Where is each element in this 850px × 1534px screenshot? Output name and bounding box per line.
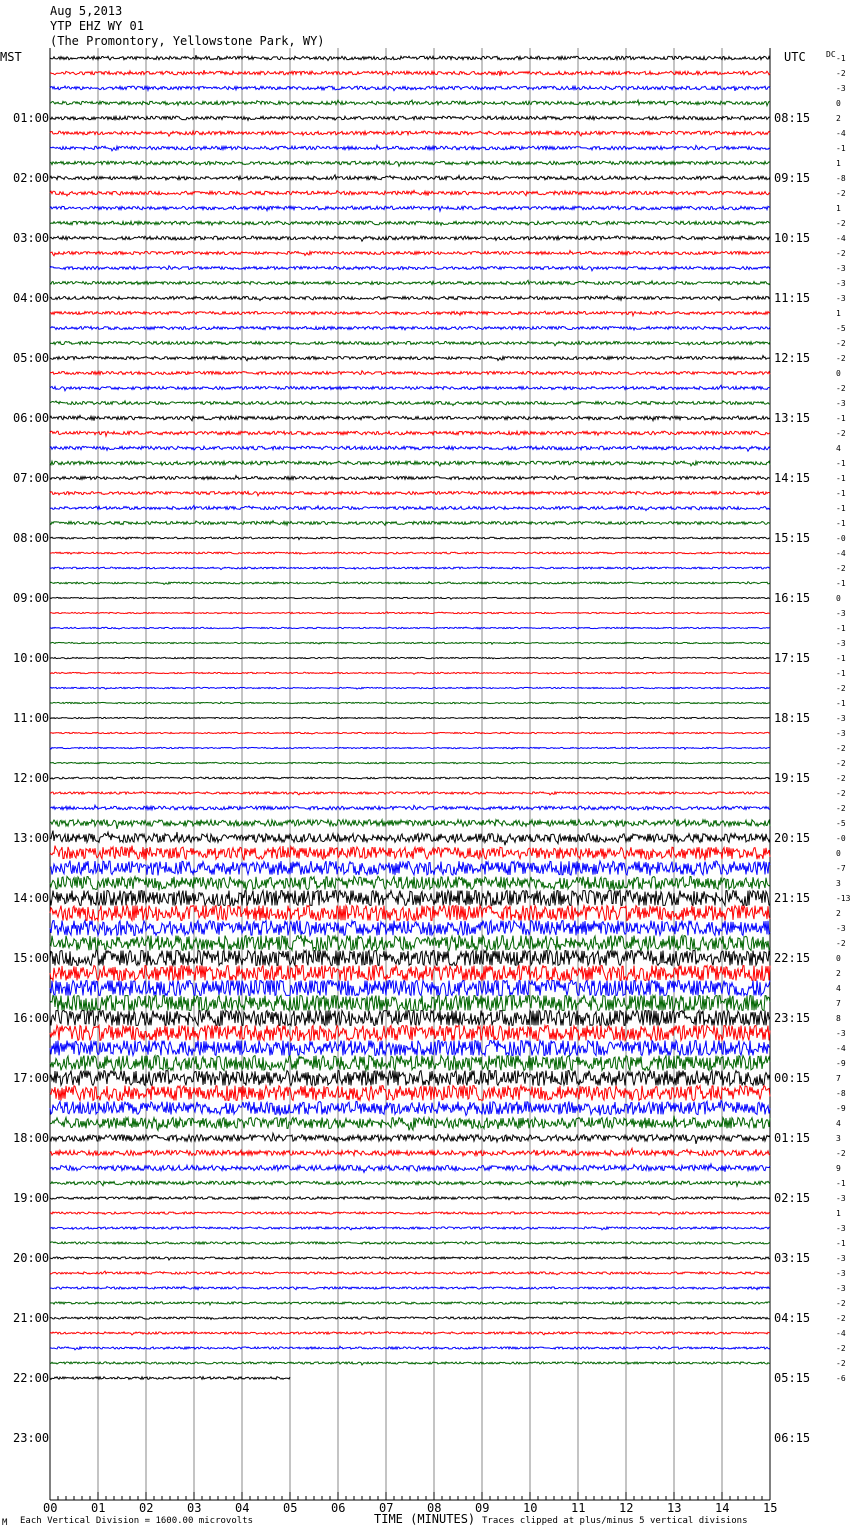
left-hour-label: 14:00	[13, 891, 50, 905]
dc-offset-label: -3	[836, 1269, 846, 1278]
seismic-trace	[50, 461, 770, 466]
dc-offset-label: -2	[836, 1299, 846, 1308]
seismic-trace	[50, 1302, 770, 1305]
dc-offset-label: -2	[836, 684, 846, 693]
seismic-trace	[50, 1133, 770, 1144]
right-hour-label: 00:15	[774, 1071, 811, 1085]
dc-offset-label: -5	[836, 324, 846, 333]
seismic-trace	[50, 446, 770, 451]
x-tick-label: 01	[91, 1501, 106, 1515]
x-tick-label: 04	[235, 1501, 250, 1515]
dc-offset-label: -1	[836, 474, 846, 483]
dc-offset-label: -1	[836, 669, 846, 678]
right-hour-label: 08:15	[774, 111, 811, 125]
left-hour-label: 02:00	[13, 171, 50, 185]
seismic-trace	[50, 221, 770, 225]
x-tick-label: 12	[619, 1501, 634, 1515]
right-hour-label: 19:15	[774, 771, 811, 785]
dc-offset-label: -4	[836, 1044, 846, 1053]
x-tick-label: 07	[379, 1501, 394, 1515]
seismic-trace	[50, 356, 770, 361]
right-hour-label: 14:15	[774, 471, 811, 485]
dc-offset-label: -7	[836, 864, 846, 873]
seismic-trace	[50, 505, 770, 510]
seismic-trace	[50, 100, 770, 106]
dc-offset-label: -0	[836, 534, 846, 543]
dc-offset-label: -2	[836, 189, 846, 198]
seismic-trace	[50, 521, 770, 526]
seismic-trace	[50, 1362, 770, 1365]
seismic-trace	[50, 190, 770, 196]
dc-offset-label: -4	[836, 549, 846, 558]
dc-offset-label: 9	[836, 1164, 841, 1173]
dc-offset-label: -2	[836, 1344, 846, 1353]
dc-offset-label: -3	[836, 279, 846, 288]
seismic-trace	[50, 1086, 770, 1101]
seismic-trace	[50, 612, 770, 614]
seismic-trace	[50, 1101, 770, 1116]
seismic-trace	[50, 1181, 770, 1186]
dc-offset-label: -1	[836, 624, 846, 633]
seismic-trace	[50, 1164, 770, 1172]
seismic-trace	[50, 846, 770, 861]
seismic-trace	[50, 657, 770, 659]
dc-offset-label: -2	[836, 339, 846, 348]
dc-offset-label: -1	[836, 579, 846, 588]
seismic-trace	[50, 1271, 770, 1275]
left-hour-label: 15:00	[13, 951, 50, 965]
seismic-trace	[50, 55, 770, 60]
header-location: (The Promontory, Yellowstone Park, WY)	[50, 34, 325, 48]
seismic-trace	[50, 1377, 290, 1380]
left-hour-label: 22:00	[13, 1371, 50, 1385]
dc-offset-label: -3	[836, 1284, 846, 1293]
seismic-trace	[50, 1056, 770, 1071]
x-tick-label: 09	[475, 1501, 490, 1515]
dc-offset-label: -2	[836, 354, 846, 363]
right-hour-label: 20:15	[774, 831, 811, 845]
x-tick-label: 05	[283, 1501, 298, 1515]
dc-offset-label: -1	[836, 699, 846, 708]
dc-offset-label: -1	[836, 654, 846, 663]
seismic-trace	[50, 161, 770, 166]
dc-offset-label: -1	[836, 504, 846, 513]
seismic-trace	[50, 567, 770, 570]
left-hour-label: 17:00	[13, 1071, 50, 1085]
seismic-trace	[50, 642, 770, 644]
footer-mark: M	[2, 1518, 8, 1528]
dc-offset-label: 3	[836, 879, 841, 888]
dc-offset-label: -2	[836, 804, 846, 813]
dc-offset-label: 2	[836, 114, 841, 123]
seismic-trace	[50, 597, 770, 599]
dc-offset-label: -3	[836, 264, 846, 273]
left-hour-label: 03:00	[13, 231, 50, 245]
dc-offset-label: 4	[836, 984, 841, 993]
seismic-trace	[50, 296, 770, 301]
dc-offset-label: -2	[836, 429, 846, 438]
dc-offset-label: -2	[836, 249, 846, 258]
dc-offset-label: 4	[836, 444, 841, 453]
seismic-trace	[50, 1011, 770, 1026]
dc-offset-label: 2	[836, 909, 841, 918]
dc-offset-label: -2	[836, 1314, 846, 1323]
right-hour-label: 09:15	[774, 171, 811, 185]
seismic-trace	[50, 1317, 770, 1320]
seismic-trace	[50, 280, 770, 284]
seismic-trace	[50, 206, 770, 211]
seismic-trace	[50, 582, 770, 585]
scale-note: Each Vertical Division = 1600.00 microvolts	[20, 1516, 253, 1526]
seismic-trace	[50, 981, 770, 996]
seismic-trace	[50, 492, 770, 496]
dc-offset-label: -1	[836, 519, 846, 528]
seismic-trace	[50, 732, 770, 734]
dc-offset-label: 3	[836, 1134, 841, 1143]
left-hour-label: 01:00	[13, 111, 50, 125]
seismic-trace	[50, 552, 770, 554]
dc-offset-label: -2	[836, 384, 846, 393]
seismic-trace	[50, 1026, 770, 1041]
dc-offset-label: -3	[836, 84, 846, 93]
x-tick-label: 11	[571, 1501, 586, 1515]
dc-offset-label: -3	[836, 1254, 846, 1263]
dc-offset-label: -9	[836, 1104, 846, 1113]
seismic-trace	[50, 805, 770, 810]
dc-offset-label: -1	[836, 489, 846, 498]
seismic-trace	[50, 371, 770, 375]
seismic-trace	[50, 385, 770, 391]
header-station: YTP EHZ WY 01	[50, 19, 144, 33]
dc-offset-label: 1	[836, 159, 841, 168]
clip-note: Traces clipped at plus/minus 5 vertical divisions	[482, 1516, 748, 1526]
seismic-trace	[50, 762, 770, 764]
dc-offset-label: -3	[836, 609, 846, 618]
dc-offset-label: -3	[836, 729, 846, 738]
seismic-trace	[50, 717, 770, 719]
right-hour-label: 10:15	[774, 231, 811, 245]
seismic-trace	[50, 1041, 770, 1056]
left-hour-label: 04:00	[13, 291, 50, 305]
right-hour-label: 06:15	[774, 1431, 811, 1445]
dc-offset-label: -1	[836, 1239, 846, 1248]
dc-label: DC	[826, 50, 836, 59]
dc-offset-label: 0	[836, 849, 841, 858]
dc-offset-label: -1	[836, 1179, 846, 1188]
dc-offset-label: -0	[836, 834, 846, 843]
dc-offset-label: -3	[836, 1029, 846, 1038]
seismic-trace	[50, 996, 770, 1011]
seismic-trace	[50, 876, 770, 890]
seismic-trace	[50, 951, 770, 966]
right-hour-label: 22:15	[774, 951, 811, 965]
dc-offset-label: 4	[836, 1119, 841, 1128]
dc-offset-label: -2	[836, 564, 846, 573]
dc-offset-label: -4	[836, 234, 846, 243]
seismic-trace	[50, 537, 770, 540]
left-axis-label: MST	[0, 50, 22, 64]
seismic-trace	[50, 792, 770, 795]
seismic-trace	[50, 145, 770, 151]
right-hour-label: 13:15	[774, 411, 811, 425]
dc-offset-label: 2	[836, 969, 841, 978]
dc-offset-label: -4	[836, 129, 846, 138]
seismic-trace	[50, 311, 770, 316]
dc-offset-label: 7	[836, 999, 841, 1008]
seismic-trace	[50, 1227, 770, 1230]
seismic-trace	[50, 820, 770, 829]
dc-offset-label: -5	[836, 819, 846, 828]
seismic-trace	[50, 747, 770, 749]
dc-offset-label: -3	[836, 1194, 846, 1203]
x-tick-label: 10	[523, 1501, 538, 1515]
left-hour-label: 13:00	[13, 831, 50, 845]
left-hour-label: 11:00	[13, 711, 50, 725]
seismic-trace	[50, 415, 770, 420]
x-tick-label: 06	[331, 1501, 346, 1515]
dc-offset-label: -3	[836, 399, 846, 408]
seismic-trace	[50, 116, 770, 120]
right-hour-label: 23:15	[774, 1011, 811, 1025]
x-axis-title: TIME (MINUTES)	[374, 1512, 476, 1526]
seismic-trace	[50, 861, 770, 876]
x-tick-label: 02	[139, 1501, 154, 1515]
dc-offset-label: 8	[836, 1014, 841, 1023]
dc-offset-label: -2	[836, 1149, 846, 1158]
seismic-trace	[50, 476, 770, 480]
dc-offset-label: -8	[836, 174, 846, 183]
left-hour-label: 06:00	[13, 411, 50, 425]
seismic-trace	[50, 777, 770, 780]
dc-offset-label: -2	[836, 759, 846, 768]
seismic-trace	[50, 236, 770, 241]
x-tick-label: 03	[187, 1501, 202, 1515]
seismic-trace	[50, 936, 770, 951]
right-hour-label: 18:15	[774, 711, 811, 725]
seismic-trace	[50, 687, 770, 689]
seismic-trace	[50, 70, 770, 76]
left-hour-label: 16:00	[13, 1011, 50, 1025]
dc-offset-label: -1	[836, 144, 846, 153]
dc-offset-label: -6	[836, 1374, 846, 1383]
seismic-trace	[50, 1346, 770, 1350]
right-hour-label: 11:15	[774, 291, 811, 305]
seismic-trace	[50, 251, 770, 256]
seismic-trace	[50, 1148, 770, 1155]
dc-offset-label: -4	[836, 1329, 846, 1338]
left-hour-label: 19:00	[13, 1191, 50, 1205]
header-date: Aug 5,2013	[50, 4, 123, 18]
seismic-trace	[50, 966, 770, 981]
seismic-trace	[50, 1116, 770, 1131]
dc-offset-label: -2	[836, 789, 846, 798]
dc-offset-label: -2	[836, 1359, 846, 1368]
dc-offset-label: 1	[836, 1209, 841, 1218]
dc-offset-label: -2	[836, 939, 846, 948]
left-hour-label: 12:00	[13, 771, 50, 785]
right-hour-label: 21:15	[774, 891, 811, 905]
dc-offset-label: -1	[836, 54, 846, 63]
seismic-trace	[50, 1212, 770, 1215]
dc-offset-label: -2	[836, 774, 846, 783]
seismic-trace	[50, 1071, 770, 1086]
seismic-trace	[50, 86, 770, 91]
dc-offset-label: -3	[836, 1224, 846, 1233]
dc-offset-label: -2	[836, 219, 846, 228]
dc-offset-label: -8	[836, 1089, 846, 1098]
seismic-trace	[50, 1241, 770, 1244]
right-axis-label: UTC	[784, 50, 806, 64]
dc-offset-label: 0	[836, 99, 841, 108]
seismic-trace	[50, 672, 770, 674]
right-hour-label: 16:15	[774, 591, 811, 605]
dc-offset-label: 1	[836, 204, 841, 213]
right-hour-label: 05:15	[774, 1371, 811, 1385]
dc-offset-label: -3	[836, 924, 846, 933]
dc-offset-label: -3	[836, 639, 846, 648]
x-tick-label: 00	[43, 1501, 58, 1515]
left-hour-label: 10:00	[13, 651, 50, 665]
left-hour-label: 05:00	[13, 351, 50, 365]
seismic-trace	[50, 266, 770, 271]
seismic-trace	[50, 921, 770, 936]
left-hour-label: 08:00	[13, 531, 50, 545]
right-hour-label: 04:15	[774, 1311, 811, 1325]
right-hour-label: 02:15	[774, 1191, 811, 1205]
right-hour-label: 01:15	[774, 1131, 811, 1145]
x-tick-label: 13	[667, 1501, 682, 1515]
left-hour-label: 07:00	[13, 471, 50, 485]
dc-offset-label: 0	[836, 954, 841, 963]
left-hour-label: 21:00	[13, 1311, 50, 1325]
x-tick-label: 08	[427, 1501, 442, 1515]
seismic-trace	[50, 891, 770, 906]
dc-offset-label: -2	[836, 69, 846, 78]
left-hour-label: 23:00	[13, 1431, 50, 1445]
dc-offset-label: -9	[836, 1059, 846, 1068]
seismic-trace	[50, 175, 770, 180]
dc-offset-label: -2	[836, 744, 846, 753]
seismic-trace	[50, 1257, 770, 1260]
seismic-trace	[50, 1286, 770, 1289]
dc-offset-label: 1	[836, 309, 841, 318]
dc-offset-label: -3	[836, 294, 846, 303]
dc-offset-label: -1	[836, 414, 846, 423]
dc-offset-label: -3	[836, 714, 846, 723]
seismic-trace	[50, 702, 770, 704]
seismic-trace	[50, 906, 770, 921]
dc-offset-label: 0	[836, 594, 841, 603]
dc-offset-label: -1	[836, 459, 846, 468]
seismic-trace	[50, 431, 770, 436]
seismic-trace	[50, 131, 770, 136]
dc-offset-label: 7	[836, 1074, 841, 1083]
x-tick-label: 15	[763, 1501, 778, 1515]
right-hour-label: 17:15	[774, 651, 811, 665]
seismic-trace	[50, 327, 770, 331]
right-hour-label: 03:15	[774, 1251, 811, 1265]
right-hour-label: 15:15	[774, 531, 811, 545]
seismic-trace	[50, 627, 770, 629]
dc-offset-label: -13	[836, 894, 850, 903]
dc-offset-label: 0	[836, 369, 841, 378]
seismic-trace	[50, 401, 770, 406]
left-hour-label: 18:00	[13, 1131, 50, 1145]
seismic-trace	[50, 1197, 770, 1200]
x-tick-label: 14	[715, 1501, 730, 1515]
seismic-trace	[50, 341, 770, 345]
left-hour-label: 20:00	[13, 1251, 50, 1265]
seismic-trace	[50, 831, 770, 846]
right-hour-label: 12:15	[774, 351, 811, 365]
left-hour-label: 09:00	[13, 591, 50, 605]
seismic-trace	[50, 1332, 770, 1335]
